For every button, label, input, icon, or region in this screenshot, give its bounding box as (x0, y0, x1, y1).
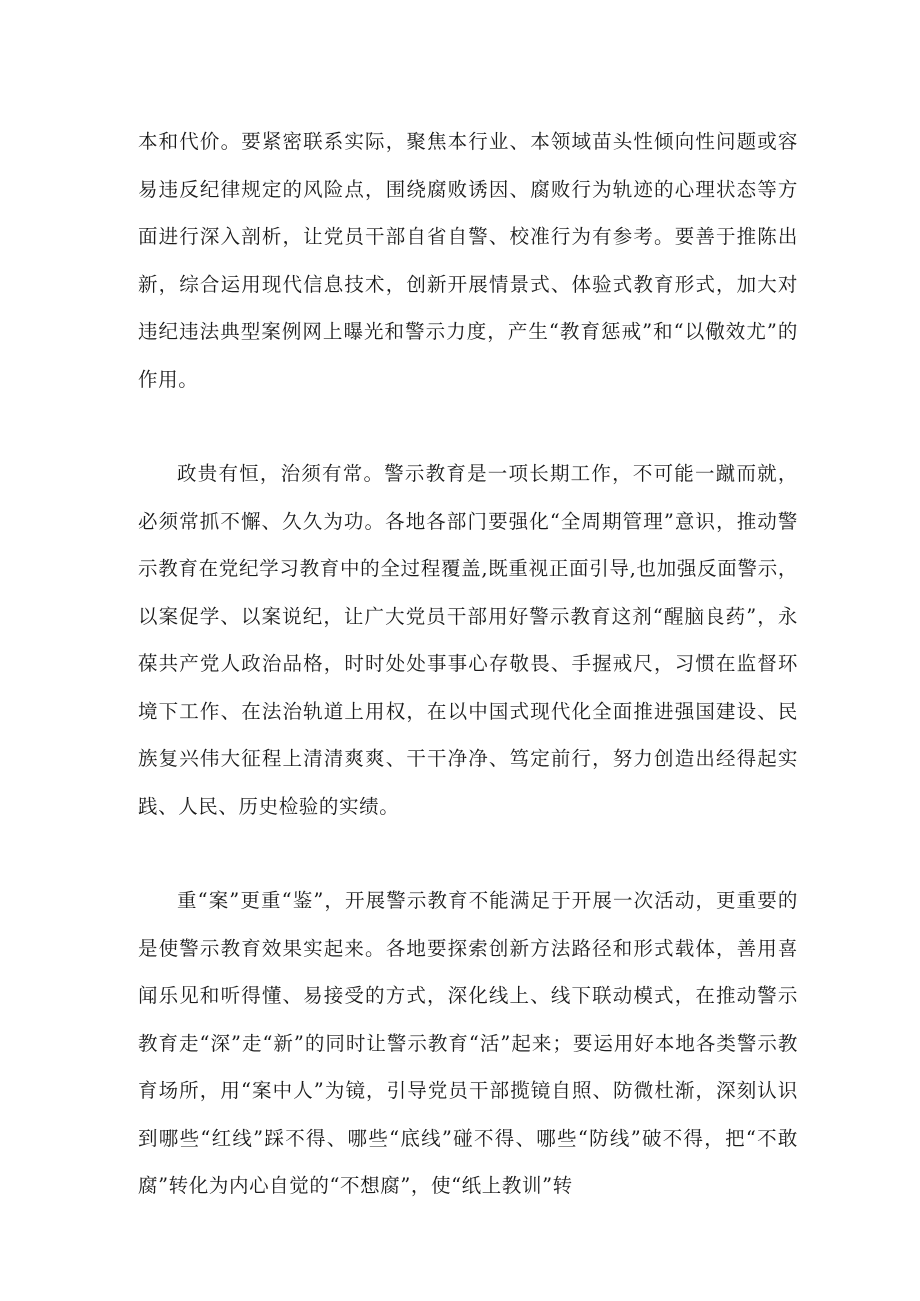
paragraph-1: 本和代价。要紧密联系实际，聚焦本行业、本领域苗头性倾向性问题或容易违反纪律规定的风险点，围绕腐败诱因、腐败行为轨迹的心理状态等方面进行深入剖析，让党员干部自省自警、校准行为有参考。要善于推陈出新，综合运用现代信息技术，创新开展情景式、体验式教育形式，加大对违纪违法典型案例网上曝光和警示力度，产生“教育惩戒”和“以儆效尤”的作用。 (138, 130, 798, 391)
document-page (138, 118, 798, 1210)
paragraph-2: 政贵有恒，治须有常。警示教育是一项长期工作，不可能一蹴而就，必须常抓不懈、久久为功。各地各部门要强化“全周期管理”意识，推动警示教育在党纪学习教育中的全过程覆盖,既重视正面引导,也加强反面警示，以案促学、以案说纪，让广大党员干部用好警示教育这剂“醒脑良药”，永葆共产党人政治品格，时时处处事事心存敬畏、手握戒尺，习惯在监督环境下工作、在法治轨道上用权，在以中国式现代化全面推进强国建设、民族复兴伟大征程上清清爽爽、干干净净、笃定前行，努力创造出经得起实践、人民、历史检验的实绩。 (138, 462, 798, 818)
paragraph-3: 重“案”更重“鉴”，开展警示教育不能满足于开展一次活动，更重要的是使警示教育效果实起来。各地要探索创新方法路径和形式载体，善用喜闻乐见和听得懂、易接受的方式，深化线上、线下联动模式，在推动警示教育走“深”走“新”的同时让警示教育“活”起来；要运用好本地各类警示教育场所，用“案中人”为镜，引导党员干部揽镜自照、防微杜渐，深刻认识到哪些“红线”踩不得、哪些“底线”碰不得、哪些“防线”破不得，把“不敢腐”转化为内心自觉的“不想腐”，使“纸上教训”转 (138, 889, 798, 1197)
